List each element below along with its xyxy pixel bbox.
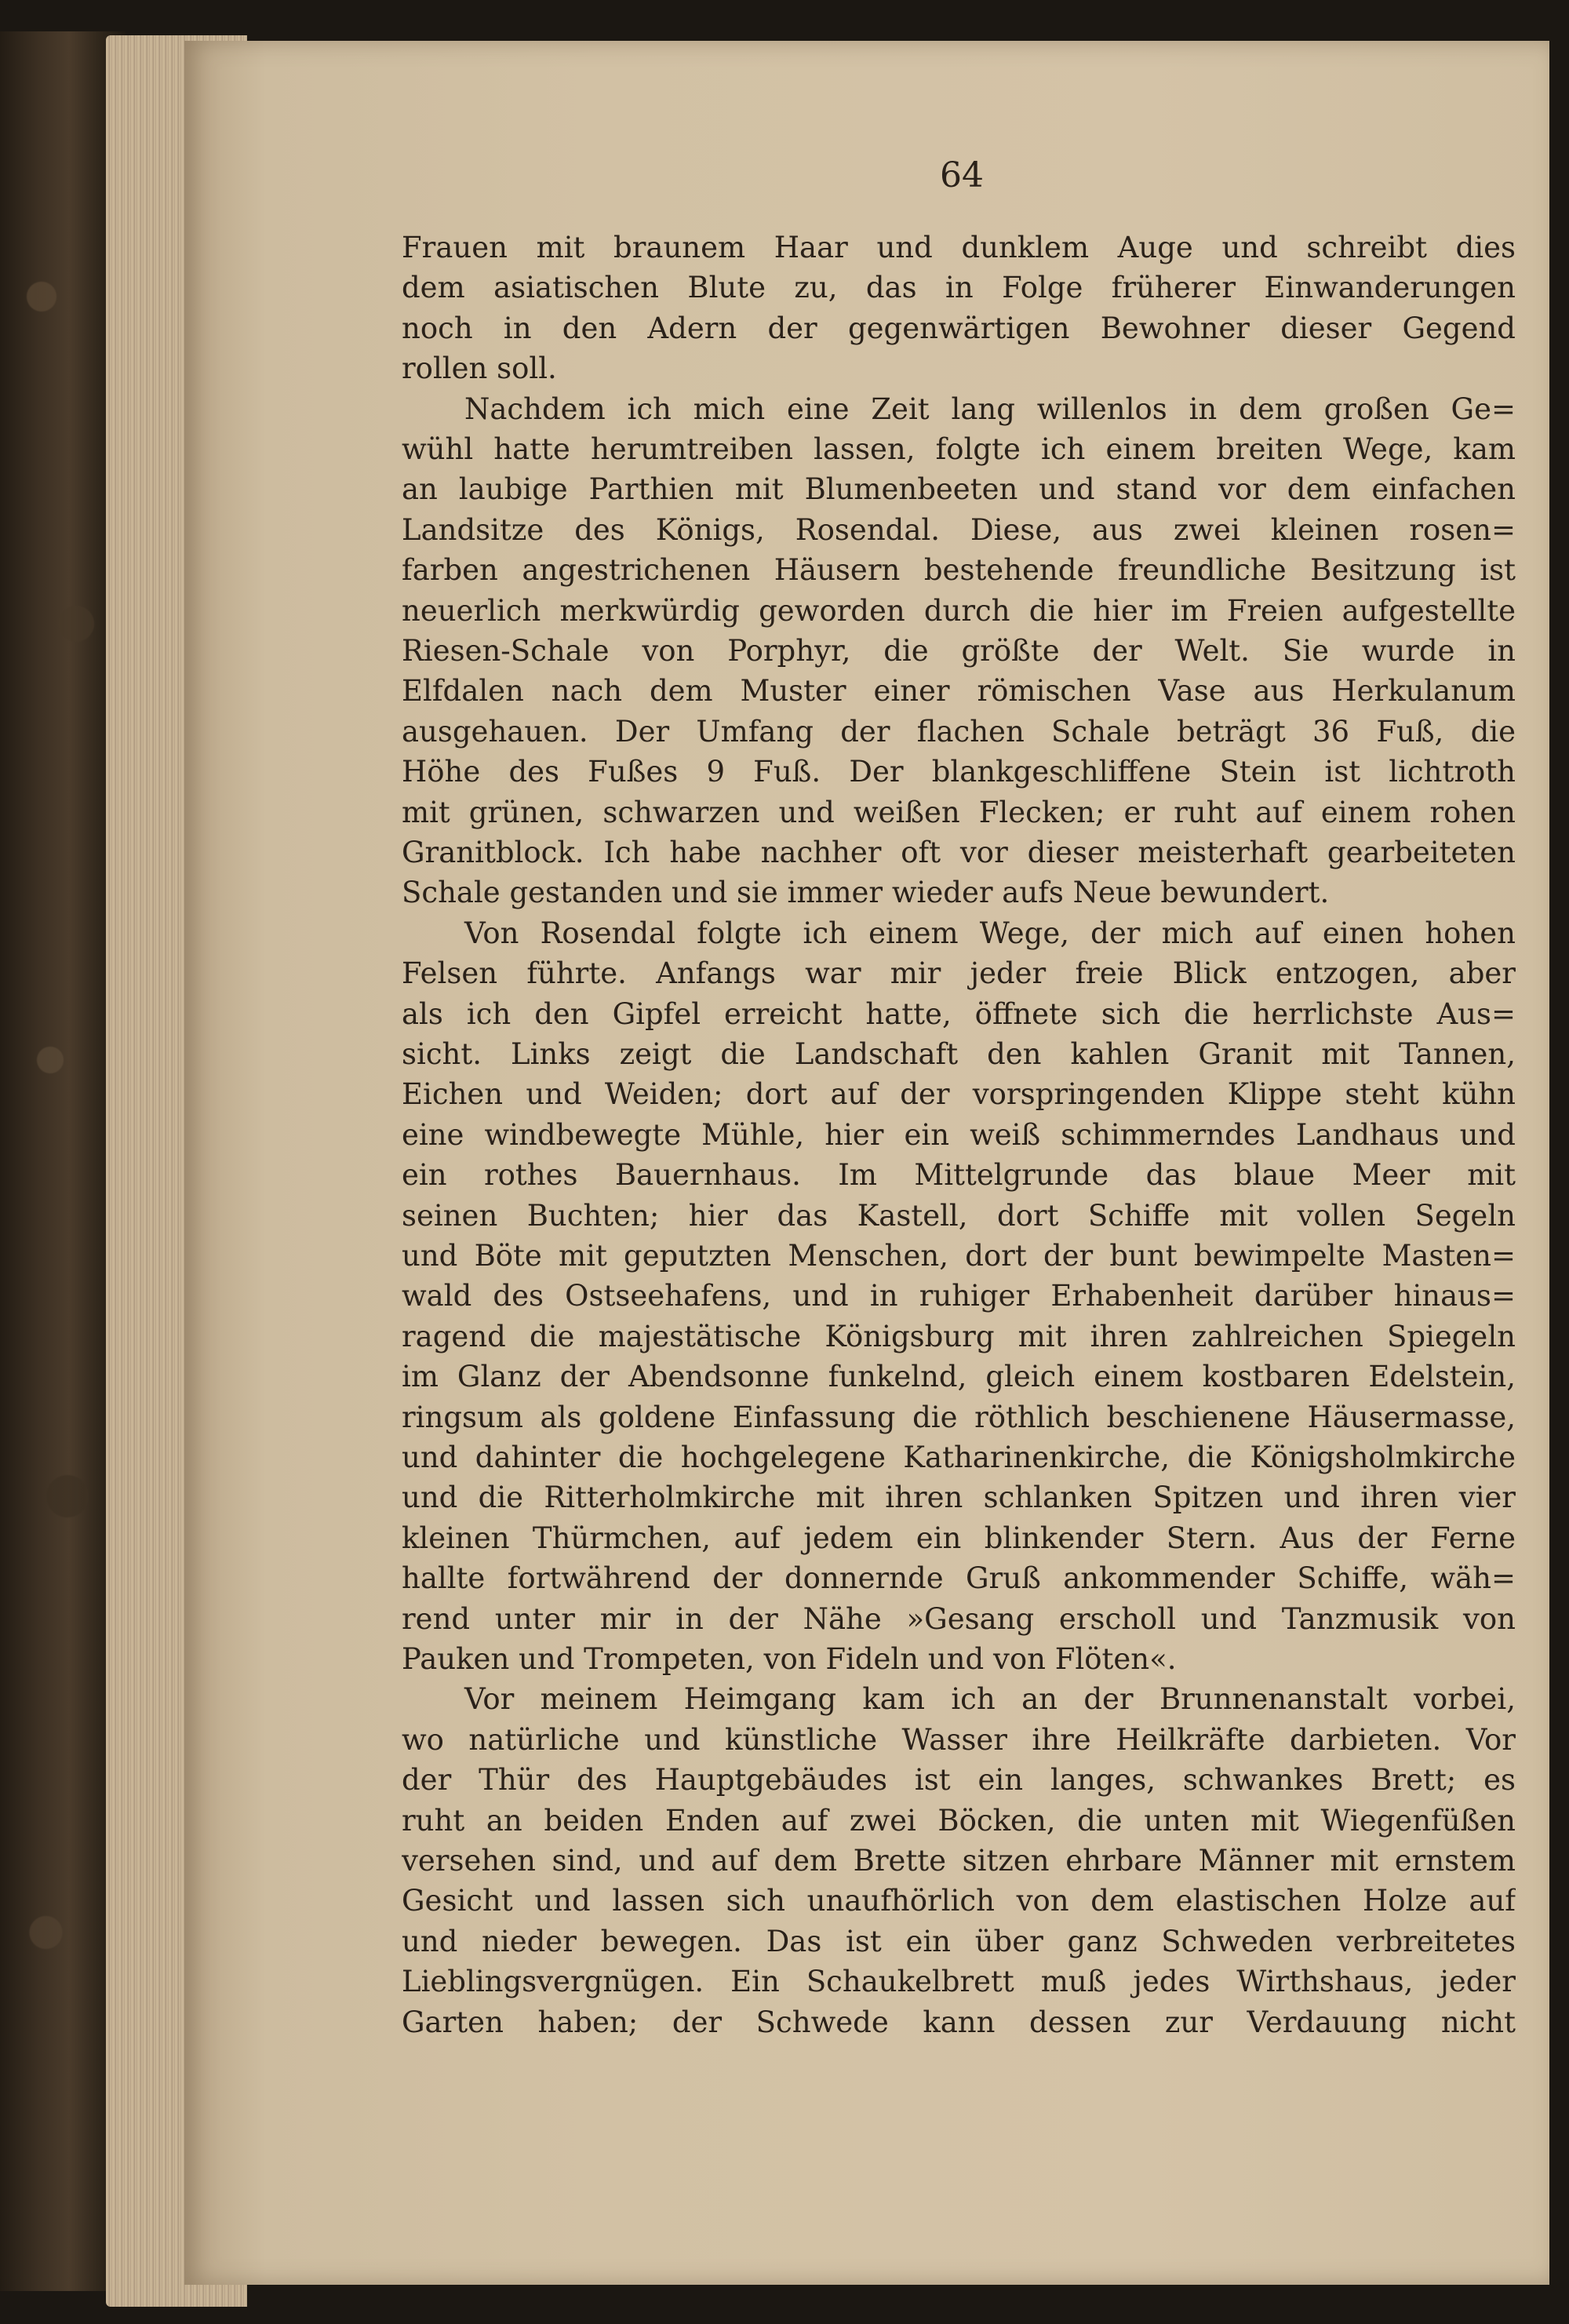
text-line: seinen Buchten; hier das Kastell, dort Schiffe mit vollen Segeln [402,1198,1516,1233]
text-line: Garten haben; der Schwede kann dessen zur Verdauung nicht [402,2005,1516,2039]
text-line: noch in den Adern der gegenwärtigen Bewohner dieser Gegend [402,311,1516,345]
text-line: mit grünen, schwarzen und weißen Flecken; er ruht auf einem rohen [402,795,1516,829]
text-line: Schale gestanden und sie immer wieder aufs Neue bewundert. [402,876,1330,910]
page-number: 64 [940,155,984,195]
text-line: eine windbewegte Mühle, hier ein weiß schimmerndes Landhaus und [402,1117,1516,1152]
text-line: wo natürliche und künstliche Wasser ihre Heilkräfte darbieten. Vor [402,1722,1516,1757]
text-line: Elfdalen nach dem Muster einer römischen Vase aus Herkulanum [402,674,1516,708]
text-line: und die Ritterholmkirche mit ihren schlanken Spitzen und ihren vier [402,1481,1516,1515]
text-line: Pauken und Trompeten, von Fideln und von Flöten«. [402,1642,1177,1676]
text-line: Gesicht und lassen sich unaufhörlich von dem elastischen Holze auf [402,1884,1516,1918]
text-line: der Thür des Hauptgebäudes ist ein langes, schwankes Brett; es [402,1763,1516,1798]
text-line: sicht. Links zeigt die Landschaft den kahlen Granit mit Tannen, [402,1037,1516,1071]
text-line: als ich den Gipfel erreicht hatte, öffnete sich die herrlichste Aus= [402,996,1516,1031]
text-line: Felsen führte. Anfangs war mir jeder freie Blick entzogen, aber [402,956,1516,991]
text-line: Lieblingsvergnügen. Ein Schaukelbrett muß jedes Wirthshaus, jeder [402,1965,1516,1999]
paragraph-first-line: Vor meinem Heimgang kam ich an der Brunnenanstalt vorbei, [464,1682,1516,1717]
text-line: dem asiatischen Blute zu, das in Folge früherer Einwanderungen [402,271,1516,305]
text-line: ragend die majestätische Königsburg mit ihren zahlreichen Spiegeln [402,1319,1516,1353]
text-line: ringsum als goldene Einfassung die röthlich beschienene Häusermasse, [402,1400,1516,1434]
paragraph-first-line: Von Rosendal folgte ich einem Wege, der mich auf einen hohen [464,916,1516,950]
text-line: und dahinter die hochgelegene Katharinenkirche, die Königsholmkirche [402,1441,1516,1474]
text-line: und nieder bewegen. Das ist ein über ganz Schweden verbreitetes [402,1924,1516,1958]
text-line: an laubige Parthien mit Blumenbeeten und stand vor dem einfachen [402,472,1516,507]
text-line: Granitblock. Ich habe nachher oft vor dieser meisterhaft gearbeiteten [402,836,1516,869]
paragraph-first-line: Nachdem ich mich eine Zeit lang willenlos in dem großen Ge= [464,392,1516,426]
text-line: rend unter mir in der Nähe »Gesang erscholl und Tanzmusik von [402,1601,1516,1636]
text-line: Eichen und Weiden; dort auf der vorspringenden Klippe steht kühn [402,1077,1516,1112]
text-line: ein rothes Bauernhaus. Im Mittelgrunde das blaue Meer mit [402,1158,1516,1193]
text-line: Frauen mit braunem Haar und dunklem Auge und schreibt dies [402,231,1516,264]
text-line: Landsitze des Königs, Rosendal. Diese, aus zwei kleinen rosen= [402,512,1516,547]
body-text [402,228,1516,2079]
text-line: wühl hatte herumtreiben lassen, folgte ich einem breiten Wege, kam [402,432,1516,466]
text-line: wald des Ostseehafens, und in ruhiger Erhabenheit darüber hinaus= [402,1279,1516,1313]
text-line: farben angestrichenen Häusern bestehende freundliche Besitzung ist [402,553,1516,588]
text-line: versehen sind, und auf dem Brette sitzen ehrbare Männer mit ernstem [402,1844,1516,1878]
text-line: und Böte mit geputzten Menschen, dort der bunt bewimpelte Masten= [402,1239,1516,1273]
text-line: ruht an beiden Enden auf zwei Böcken, die unten mit Wiegenfüßen [402,1803,1516,1838]
text-line: ausgehauen. Der Umfang der flachen Schale beträgt 36 Fuß, die [402,714,1516,749]
text-line: im Glanz der Abendsonne funkelnd, gleich einem kostbaren Edelstein, [402,1360,1516,1394]
text-line: rollen soll. [402,352,557,386]
text-line: Höhe des Fußes 9 Fuß. Der blankgeschliffene Stein ist lichtroth [402,755,1516,789]
cover-marbling [16,78,102,2260]
text-line: hallte fortwährend der donnernde Gruß ankommender Schiffe, wäh= [402,1561,1516,1596]
text-line: neuerlich merkwürdig geworden durch die hier im Freien aufgestellte [402,593,1516,628]
text-line: kleinen Thürmchen, auf jedem ein blinkender Stern. Aus der Ferne [402,1521,1516,1555]
text-line: Riesen-Schale von Porphyr, die größte der Welt. Sie wurde in [402,634,1516,668]
